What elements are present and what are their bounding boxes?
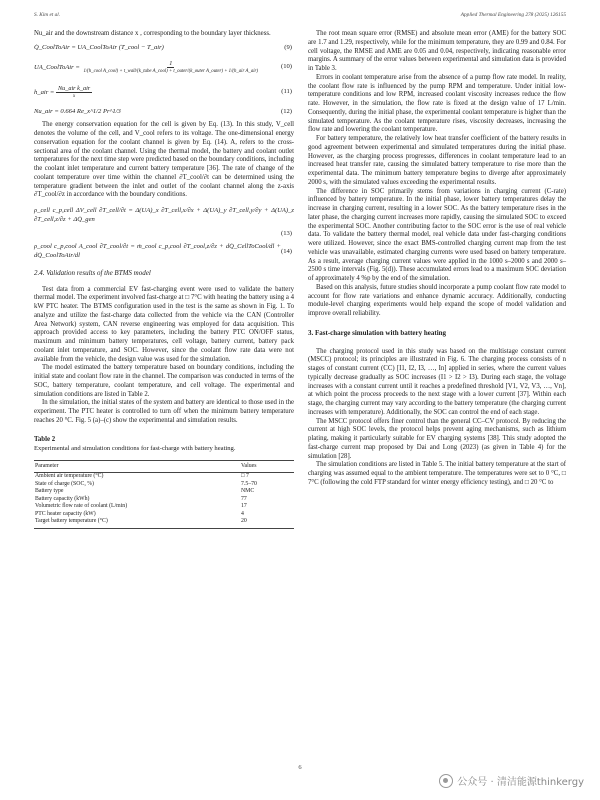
equation-fraction [81, 60, 260, 75]
fraction-numerator: Nu_air k_air [58, 85, 91, 92]
paragraph: The energy conservation equation for the cell is given by Eq. (13). In this study, V_cell denotes the volume of the cell, and V_cool refers to its voltage. The one-dimensional energy conservation equation for the coolant channel is given by Eq. (14). A, refers to the cross-sectional area of the coolant channel. Using the thermal model, the battery and coolant outlet temperatures for the next time step were predicted based on the boundary conditions, including the coolant inlet temperature and current battery temperature [36]. The rate of change of the coolant temperature over time within the channel ∂T_cool/∂t can be determined using the temperature gradient between the inlet and outlet of the coolant channel along the z-axis ∂T_cool/∂z in accordance with the boundary conditions. [34, 121, 294, 199]
table-cell: Battery capacity (kWh) [35, 495, 90, 502]
equation-9 [34, 44, 294, 53]
table-row [34, 481, 294, 489]
paragraph: Test data from a commercial EV fast-charging event were used to validate the battery thermal model. The experiment involved fast-charge at □ 7°C with heating the battery using a 4 kW PTC heater. The BTMS configuration used in the test is the same as shown in Fig. 1. To analyze and utilize the fast-charge data collected from the vehicle via the CAN (Controller Area Network) system, CAN reverse engineering was employed for data acquisition. This approach provided access to key parameters, including the battery PTC ON/OFF status, maximum and minimum battery temperatures, cell voltage, battery current, battery pack coolant inlet temperature, and SOC. However, since the coolant flow rate data were not available from the vehicle, the design value was used for the simulation. [34, 285, 294, 363]
table-cell: Ambient air temperature (°C) [35, 473, 104, 480]
table-cell: 17 [241, 503, 247, 510]
wechat-icon [439, 774, 453, 788]
paragraph: In the simulation, the initial states of the system and battery are identical to those used in the experiment. The PTC heater is controlled to turn off when the minimum battery temperature reaches 20 °C. Fig. 5 (a)–(c) show the experimental and simulation results. [34, 399, 294, 424]
table-2 [34, 436, 294, 529]
paragraph: The difference in SOC primarily stems from variations in charging current (C-rate) influenced by battery temperature. In the initial phase, lower battery temperatures delay the increase in charging current, resulting in a lower SOC. As the battery temperature rises in the later phase, the charging current increases more rapidly, causing the simulated SOC to exceed the experimental SOC. Another contributing factor to the SOC error is the use of real vehicle data. To validate the battery thermal model, real vehicle data under fast-charging conditions were utilized. However, since the exact BMS-controlled charging current map from the test vehicle was unavailable, estimated charging currents were used based on battery temperature. As a result, average charging current values were applied in the 1000 s–2000 s and 2000 s–2500 s time intervals (Fig. 5(d)). These accumulated errors lead to a maximum SOC deviation of approximately 4 %p by the end of the simulation. [308, 187, 566, 282]
equation-lhs: UA_CoolToAir = [34, 64, 80, 72]
table-cell: State of charge (SOC, %) [35, 480, 94, 487]
equation-12 [34, 108, 294, 117]
paragraph: The root mean square error (RMSE) and absolute mean error (AME) for the battery SOC are 1.7 and 1.29, respectively, while for the minimum temperature, they are 0.99 and 0.84. For cell voltage, the RMSE and AME are 0.05 and 0.04, respectively, indicating reasonable error margins. A summary of the error values between experimental and simulation data is provided in Table 3. [308, 30, 566, 72]
header-authors: S. Kim et al. [34, 12, 61, 18]
equation-body: ρ_cool c_p,cool A_cool ∂T_cool/∂t = ṁ_cool c_p,cool ∂T_cool,z/∂z + dQ̇_CellToCool/dl + dQ̇_CoolToAir/dl [34, 243, 281, 259]
fraction-denominator: 1/(h_cool A_cool) + t_wall/(k_tube A_cool) + t_outer/(k_outer A_outer) + 1/(h_air A_air) [83, 69, 259, 74]
section-heading: 3. Fast-charge simulation with battery heating [308, 328, 447, 337]
table-cell: Volumetric flow rate of coolant (L/min) [35, 503, 128, 510]
equation-10 [34, 58, 294, 78]
paragraph: Based on this analysis, future studies should incorporate a pump coolant flow rate model to account for flow rate variations and enhance dynamic accuracy. Additionally, conducting module-level charging experiments would help expand the scope of model validation and improve overall reliability. [308, 283, 566, 317]
running-header [34, 12, 566, 24]
paragraph: Errors in coolant temperature arise from the absence of a pump flow rate model. In reality, the coolant flow rate is influenced by the pump RPM and temperature. Under initial low-temperature conditions and low RPM, increased coolant viscosity increases reduce the flow rate. However, in the simulation, the flow rate is fixed at the design value of 17 L/min. Consequently, during the initial phase, the experimental coolant temperature is higher than the simulated temperature. As the coolant temperature rises, viscosity decreases, increasing the flow rate and lowering the coolant temperature. [308, 73, 566, 134]
table-cell: □ 7 [241, 473, 249, 480]
table-cell: 20 [240, 518, 294, 528]
table-cell: PTC heater capacity (kW) [35, 510, 96, 517]
watermark [439, 773, 584, 788]
equation-lhs: h_air = [34, 89, 55, 97]
equation-number: (9) [284, 43, 292, 51]
table-cell: 7.5–70 [241, 480, 257, 487]
table-cell: Target battery temperature (°C) [34, 518, 240, 528]
equation-number: (11) [281, 88, 292, 96]
conditions-table [34, 460, 294, 529]
table-row [34, 503, 294, 511]
table-row [34, 473, 294, 481]
paragraph: The simulation conditions are listed in Table 5. The initial battery temperature at the start of charging was assumed equal to the ambient temperature. The temperatures were set to 0 °C, □ 7°C (following the cold FTP standard for winter energy efficiency testing), and □ 20 °C to [308, 461, 566, 486]
table-cell: 4 [241, 510, 244, 517]
paragraph: Nu_air and the downstream distance x , corresponding to the boundary layer thickness. [34, 30, 271, 37]
fraction-denominator: x [73, 94, 76, 99]
equation-11 [34, 83, 294, 103]
equation-14 [34, 243, 294, 261]
watermark-text: 公众号 · 清洁能源thinkergy [457, 777, 584, 788]
equation-number: (13) [281, 229, 292, 237]
table-row [34, 488, 294, 496]
equation-body: ρ_cell c_p,cell ΔV_cell ∂T_cell/∂t = Δ(UA)_x ∂T_cell,x/∂x + Δ(UA)_y ∂T_cell,y/∂y + Δ(UA)_z ∂T_cell,z/∂z + ΔQ̇_gen [34, 207, 294, 223]
paragraph: The model estimated the battery temperature based on boundary conditions, including the initial state and coolant flow rate in the channel. The comparison was conducted in terms of the SOC, battery temperature, coolant temperature, and cell voltage. The experimental and simulation conditions are listed in Table 2. [34, 364, 294, 398]
table-title: Table 2 [34, 435, 56, 443]
equation-number: (10) [281, 63, 292, 71]
table-cell: NMC [241, 488, 255, 495]
equation-body: Q̇_CoolToAir = UA_CoolToAir (T_cool − T_air) [34, 43, 164, 51]
equation-body: Nu_air = 0.664 Re_x^1/2 Pr^1/3 [34, 107, 121, 115]
equation-13 [34, 207, 294, 225]
table-header: Parameter [34, 460, 240, 473]
left-column [34, 30, 294, 529]
equation-number: (14) [281, 247, 292, 255]
table-caption: Experimental and simulation conditions for fast-charge with battery heating. [34, 445, 236, 453]
table-cell: 77 [241, 495, 247, 502]
fraction-numerator: 1 [169, 60, 173, 67]
page-number: 6 [298, 764, 302, 771]
table-row [34, 518, 294, 528]
right-column [308, 30, 566, 488]
header-journal: Applied Thermal Engineering 278 (2025) 126155 [460, 12, 566, 18]
section-heading: 2.4. Validation results of the BTMS model [34, 268, 151, 277]
paragraph: The charging protocol used in this study was based on the multistage constant current (MSCC) protocol; its principles are illustrated in Fig. 6. The charging process consists of n stages of constant current (CC) [I1, I2, I3, …, In] applied in series, where the current values typically decrease gradually as SOC increases (I1 > I2 > I3). During each stage, the voltage increases with a constant current until it reaches a predefined threshold [V1, V2, V3, …, Vn], at which point the process proceeds to the next stage with a lower current [37]. Within each stage, the charging current may vary according to the battery temperature (the charging current increases with temperature). Additionally, the SOC can control the end of each stage. [308, 347, 566, 416]
equation-number: (12) [281, 107, 292, 115]
table-header: Values [240, 460, 294, 473]
table-cell: Battery type [35, 488, 64, 495]
paragraph: The MSCC protocol offers finer control than the general CC–CV protocol. By reducing the current at high SOC levels, the protocol helps prevent aging mechanisms, such as lithium plating, making it particularly suitable for EV charging systems [38]. This study adopted the fast-charge current map proposed by Dai and Long (2023) (as given in Table 4) for the simulation [28]. [308, 417, 566, 460]
paragraph: For battery temperature, the relatively low heat transfer coefficient of the battery results in good agreement between experimental and simulated temperatures during the initial phase. However, as the charging process progresses, differences in coolant temperature lead to an increased heat transfer rate, causing the simulated battery temperature to rise more than the experimental data. The minimum battery temperature begins to diverge after approximately 2000 s, with the simulated values exceeding the experimental results. [308, 135, 566, 186]
equation-fraction [56, 85, 92, 100]
